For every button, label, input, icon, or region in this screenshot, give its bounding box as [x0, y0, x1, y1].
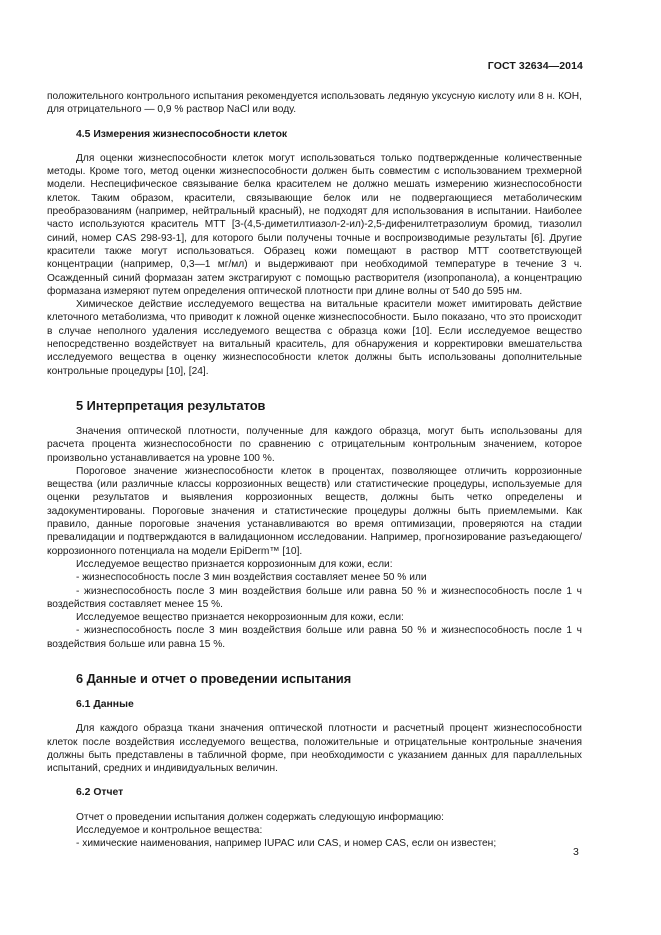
list-item: - жизнеспособность после 3 мин воздействия больше или равна 50 % и жизнеспособность после 1 ч воздействия больше или равна 15 %.: [47, 625, 582, 650]
subsection-title: 4.5 Измерения жизнеспособности клеток: [76, 128, 288, 140]
subsection-title: 6.2 Отчет: [76, 787, 124, 799]
paragraph: Для каждого образца ткани значения оптической плотности и расчетный процент жизнеспособности клеток после воздействия исследуемого вещества, положительные и отрицательные контрольные значения должны быть представлены в табличной форме, при необходимости с указанием данных для параллельных испытаний, средних и индивидуальных величин.: [47, 723, 582, 775]
list-item: - химические наименования, например IUPAC или CAS, и номер CAS, если он известен;: [76, 838, 497, 850]
paragraph: Исследуемое и контрольное вещества:: [76, 825, 263, 837]
list-item: - жизнеспособность после 3 мин воздействия составляет менее 50 % или: [76, 572, 427, 584]
page-content: [47, 90, 582, 851]
section-title: 6 Данные и отчет о проведении испытания: [76, 670, 352, 686]
list-item: - жизнеспособность после 3 мин воздействия больше или равна 50 % и жизнеспособность после 1 ч воздействия составляет менее 15 %.: [47, 585, 582, 610]
paragraph: положительного контрольного испытания рекомендуется использовать ледяную уксусную кислоту или 8 н. КОН, для отрицательного — 0,9 % раствор NaCl или воду.: [47, 91, 582, 116]
paragraph: Отчет о проведении испытания должен содержать следующую информацию:: [76, 811, 444, 823]
paragraph: Значения оптической плотности, полученные для каждого образца, могут быть использованы для расчета процента жизнеспособности по сравнению с отрицательным контрольным значением, которое произвольно устанавливается на уровне 100 %.: [47, 425, 582, 464]
page-number: 3: [573, 846, 579, 858]
paragraph: Исследуемое вещество признается некоррозионным для кожи, если:: [76, 612, 404, 624]
standard-number: ГОСТ 32634—2014: [487, 60, 583, 72]
paragraph: Для оценки жизнеспособности клеток могут использоваться только подтвержденные количественные методы. Кроме того, метод оценки жизнеспособности должен быть совместим с использованием трехмерной модели. Неспецифическое связывание белка красителем не должно мешать измерению жизнеспособности клеток. Таким образом, красители, связывающие белок или не подвергающиеся метаболическим преобразованиям (например, нейтральный красный), не подходят для использования в испытании. Наиболее часто используются краситель МТТ [3-(4,5-диметилтиазол-2-ил)-2,5-дифенилтетразолиум бромид, тиазолил синий, номер CAS 298-93-1], для которого были получены точные и воспроизводимые результаты [6]. Другие красители также могут использоваться. Образец кожи помещают в раствор МТТ соответствующей концентрации (например, 0,3—1 мг/мл) и выдерживают при необходимой температуре в течение 3 ч. Осажденный синий формазан затем экстрагируют с помощью растворителя (изопропанола), а концентрацию формазана измеряют путем определения оптической плотности при длине волны от 540 до 595 нм.: [47, 152, 582, 297]
section-title: 5 Интерпретация результатов: [76, 397, 266, 413]
paragraph: Пороговое значение жизнеспособности клеток в процентах, позволяющее отличить коррозионные вещества (или различные классы коррозионных веществ) или статистические процедуры, используемые для оценки результатов и выявления коррозионных веществ, должны быть четко определены и задокументированы. Пороговые значения и статистические процедуры должны быть приемлемыми. Как правило, данные пороговые значения устанавливаются во время оптимизации, проверяются на стадии превалидации и подтверждаются в валидационном исследовании. Например, прогнозирование разъедающего/коррозионного потенциала на модели EpiDerm™ [10].: [47, 465, 582, 557]
paragraph: Химическое действие исследуемого вещества на витальные красители может имитировать действие клеточного метаболизма, что приводит к ложной оценке жизнеспособности. Было показано, что это происходит в случае неполного удаления исследуемого вещества с образца кожи [10]. Если исследуемое вещество непосредственно воздействует на витальный краситель, для обнаружения и корректировки вмешательства исследуемого вещества в оценку жизнеспособности клеток должны быть использованы дополнительные контрольные процедуры [10], [24].: [47, 299, 582, 377]
subsection-title: 6.1 Данные: [76, 698, 134, 710]
paragraph: Исследуемое вещество признается коррозионным для кожи, если:: [76, 558, 393, 570]
